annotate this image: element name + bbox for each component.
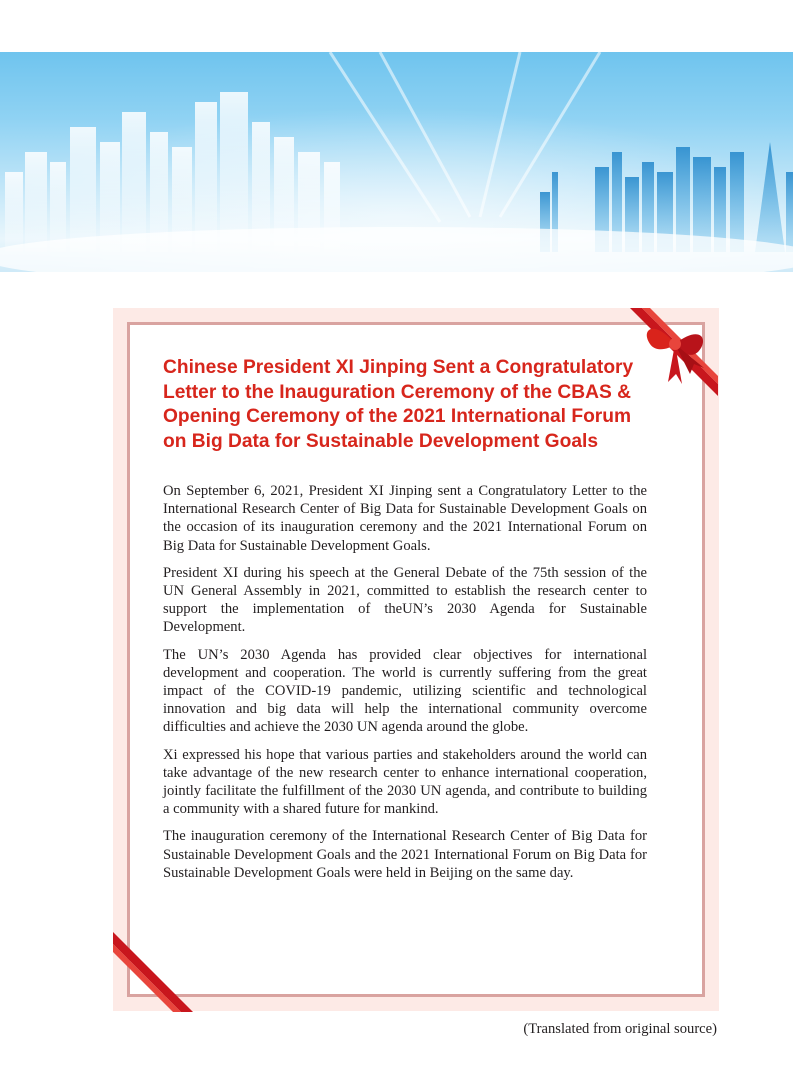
city-skyline-banner — [0, 52, 793, 272]
article-title: Chinese President XI Jinping Sent a Congratulatory Letter to the Inauguration Ceremony of the CBAS & Opening Ceremony of the 2021 International Forum on Big Data for Sustainable Development Goals — [163, 357, 634, 452]
paragraph: The inauguration ceremony of the International Research Center of Big Data for Sustainable Development Goals and the 2021 International Forum on Big Data for Sustainable Development Goals were held in Beijing on the same day. — [163, 828, 647, 881]
skyline-illustration — [0, 52, 793, 272]
paragraph: Xi expressed his hope that various parties and stakeholders around the world can take advantage of the new research center to enhance international cooperation, jointly facilitate the fulfillment of the 2030 UN agenda, and contribute to building a community with a shared future for mankind. — [163, 746, 647, 818]
source-note: (Translated from original source) — [523, 1021, 717, 1037]
ribbon-corner-icon — [113, 930, 193, 1012]
article-body — [163, 482, 647, 891]
paragraph: The UN’s 2030 Agenda has provided clear objectives for international development and cooperation. The world is currently suffering from the great impact of the COVID-19 pandemic, utilizing scientific and technological innovation and big data will help the international community overcome difficulties and achieve the 2030 UN agenda around the globe. — [163, 646, 647, 736]
paragraph: President XI during his speech at the General Debate of the 75th session of the UN General Assembly in 2021, committed to establish the research center to support the implementation of theUN’s 2030 Agenda for Sustainable Development. — [163, 564, 647, 636]
paragraph: On September 6, 2021, President XI Jinping sent a Congratulatory Letter to the International Research Center of Big Data for Sustainable Development Goals on the occasion of its inauguration ceremony and the 2021 International Forum on Big Data for Sustainable Development Goals. — [163, 483, 647, 554]
